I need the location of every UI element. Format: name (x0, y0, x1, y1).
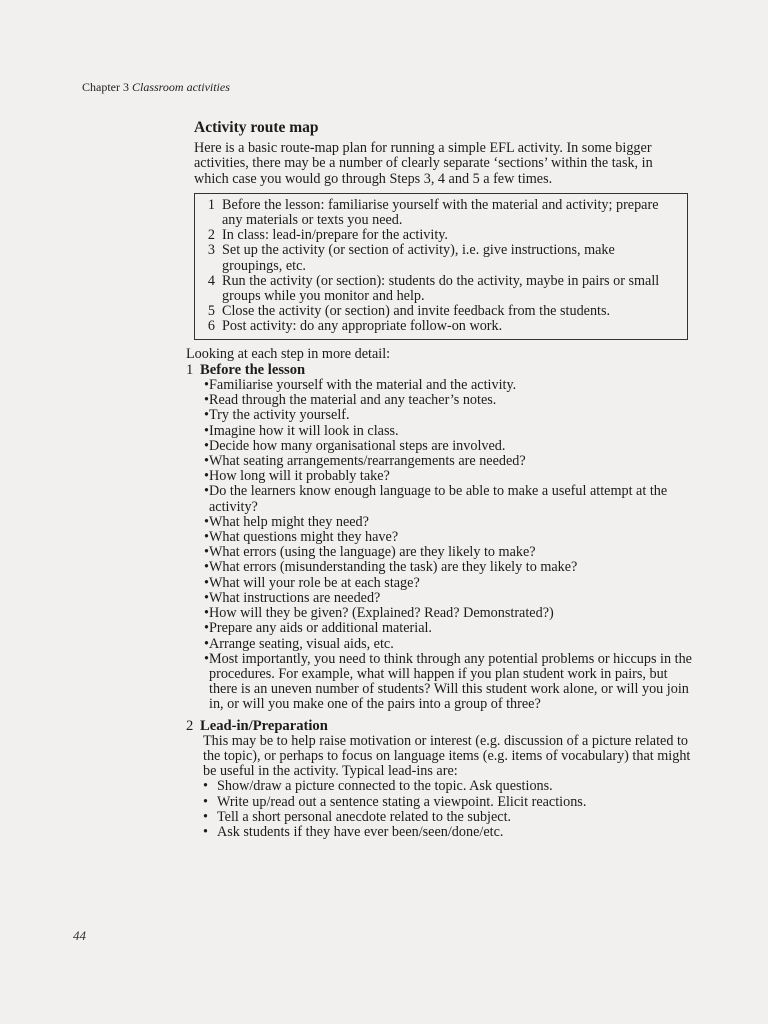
list-item-text: What will your role be at each stage? (209, 574, 420, 591)
step-number: 3 (207, 242, 215, 259)
route-step (195, 228, 687, 243)
list-item (186, 795, 698, 810)
bullet-icon: • (204, 620, 209, 637)
bullet-list (186, 378, 698, 712)
chapter-title: Classroom activities (132, 80, 230, 94)
route-step (195, 304, 687, 319)
list-item-text: Show/draw a picture connected to the topic. Ask questions. (217, 778, 553, 795)
step-text: Set up the activity (or section of activity), i.e. give instructions, make groupings, etc. (222, 242, 615, 274)
section-number: 2 (186, 717, 194, 734)
bullet-icon: • (204, 513, 209, 530)
route-step (195, 198, 687, 228)
list-item (186, 606, 698, 621)
bullet-icon: • (204, 544, 209, 561)
section-heading-text: Lead-in/Preparation (200, 717, 328, 734)
section-before-lesson (186, 363, 698, 713)
list-item-text: What seating arrangements/rearrangements are needed? (209, 453, 526, 470)
page-number: 44 (73, 928, 86, 943)
list-item-text: Most importantly, you need to think through any potential problems or hiccups in the procedures. For example, what will happen if you plan student work in pairs, but there is an uneven number of students? Will this student work alone, or will you join in, or will you make one of the pairs into a group of three? (209, 650, 692, 713)
running-head (82, 80, 230, 95)
bullet-icon: • (204, 650, 209, 667)
step-text: Close the activity (or section) and invite feedback from the students. (222, 303, 611, 320)
list-item-text: What help might they need? (209, 513, 369, 530)
bullet-icon: • (204, 437, 209, 454)
section-heading-text: Before the lesson (200, 361, 306, 378)
list-item (186, 408, 698, 423)
list-item (186, 454, 698, 469)
list-item-text: Ask students if they have ever been/seen/done/etc. (217, 823, 504, 840)
list-item (186, 621, 698, 636)
chapter-label: Chapter 3 (82, 80, 129, 94)
bullet-icon: • (204, 483, 209, 500)
list-item-text: Arrange seating, visual aids, etc. (209, 635, 394, 652)
list-item-text: Write up/read out a sentence stating a viewpoint. Elicit reactions. (217, 793, 587, 810)
step-text: Run the activity (or section): students do the activity, maybe in pairs or small groups while you monitor and help. (222, 272, 660, 305)
section-paragraph: This may be to help raise motivation or interest (e.g. discussion of a picture related to the topic), or perhaps to focus on language items (e.g. items of vocabulary) that might be useful in the activity. Typical lead-ins are: (203, 732, 691, 780)
route-step (195, 319, 687, 334)
step-number: 1 (207, 196, 215, 213)
list-item-text: What errors (using the language) are they likely to make? (209, 544, 536, 561)
route-step (195, 274, 687, 304)
bullet-icon: • (204, 377, 209, 394)
step-number: 2 (207, 227, 215, 244)
bullet-icon: • (204, 605, 209, 622)
list-item (186, 652, 698, 713)
list-item (186, 378, 698, 393)
bullet-icon: • (204, 392, 209, 409)
bullet-icon: • (204, 529, 209, 546)
section-heading (186, 363, 698, 378)
bullet-icon: • (204, 635, 209, 652)
route-step (195, 243, 687, 273)
intro-paragraph: Here is a basic route-map plan for running a simple EFL activity. In some bigger activities, there may be a number of clearly separate ‘sections’ within the task, in which case you would go through Steps 3, 4 and 5 a few times. (194, 140, 653, 187)
list-item-text: What instructions are needed? (209, 589, 381, 606)
list-item (186, 576, 698, 591)
section-number: 1 (186, 361, 194, 378)
bullet-icon: • (204, 407, 209, 424)
list-item (186, 560, 698, 575)
list-item (186, 469, 698, 484)
list-item (186, 545, 698, 560)
bullet-icon: • (203, 778, 208, 795)
list-item (186, 810, 698, 825)
bullet-icon: • (203, 793, 208, 810)
list-item-text: Imagine how it will look in class. (209, 422, 399, 439)
bullet-icon: • (204, 453, 209, 470)
list-item-text: Tell a short personal anecdote related to the subject. (217, 808, 512, 825)
list-item (186, 393, 698, 408)
list-item-text: Do the learners know enough language to be able to make a useful attempt at the activity? (209, 483, 668, 515)
list-item (186, 515, 698, 530)
list-item-text: Familiarise yourself with the material and the activity. (209, 377, 517, 394)
list-item (186, 825, 698, 840)
list-item-text: What questions might they have? (209, 529, 399, 546)
detail-lead: Looking at each step in more detail: (186, 345, 391, 362)
route-map-box (194, 193, 688, 340)
list-item-text: Read through the material and any teacher’s notes. (209, 392, 497, 409)
list-item-text: Try the activity yourself. (209, 407, 350, 424)
step-number: 5 (207, 303, 215, 320)
bullet-icon: • (204, 559, 209, 576)
step-number: 4 (207, 272, 215, 289)
bullet-icon: • (204, 468, 209, 485)
step-text: Post activity: do any appropriate follow-on work. (222, 318, 503, 335)
step-text: In class: lead-in/prepare for the activity. (222, 227, 448, 244)
list-item (186, 591, 698, 606)
list-item-text: How will they be given? (Explained? Read? Demonstrated?) (209, 605, 554, 622)
bullet-icon: • (204, 589, 209, 606)
bullet-list (186, 779, 698, 840)
list-item (186, 484, 698, 514)
list-item (186, 637, 698, 652)
list-item-text: What errors (misunderstanding the task) are they likely to make? (209, 559, 578, 576)
bullet-icon: • (204, 574, 209, 591)
step-text: Before the lesson: familiarise yourself with the material and activity; prepare any materials or texts you need. (222, 196, 659, 229)
page-title: Activity route map (194, 119, 319, 136)
list-item-text: Decide how many organisational steps are involved. (209, 437, 506, 454)
list-item (186, 439, 698, 454)
list-item-text: How long will it probably take? (209, 468, 390, 485)
bullet-icon: • (203, 823, 208, 840)
list-item (186, 424, 698, 439)
list-item-text: Prepare any aids or additional material. (209, 620, 432, 637)
bullet-icon: • (204, 422, 209, 439)
section-lead-in (186, 719, 698, 841)
page-content (186, 120, 698, 840)
section-heading (186, 719, 698, 734)
bullet-icon: • (203, 808, 208, 825)
list-item (186, 530, 698, 545)
list-item (186, 779, 698, 794)
step-number: 6 (207, 318, 215, 335)
